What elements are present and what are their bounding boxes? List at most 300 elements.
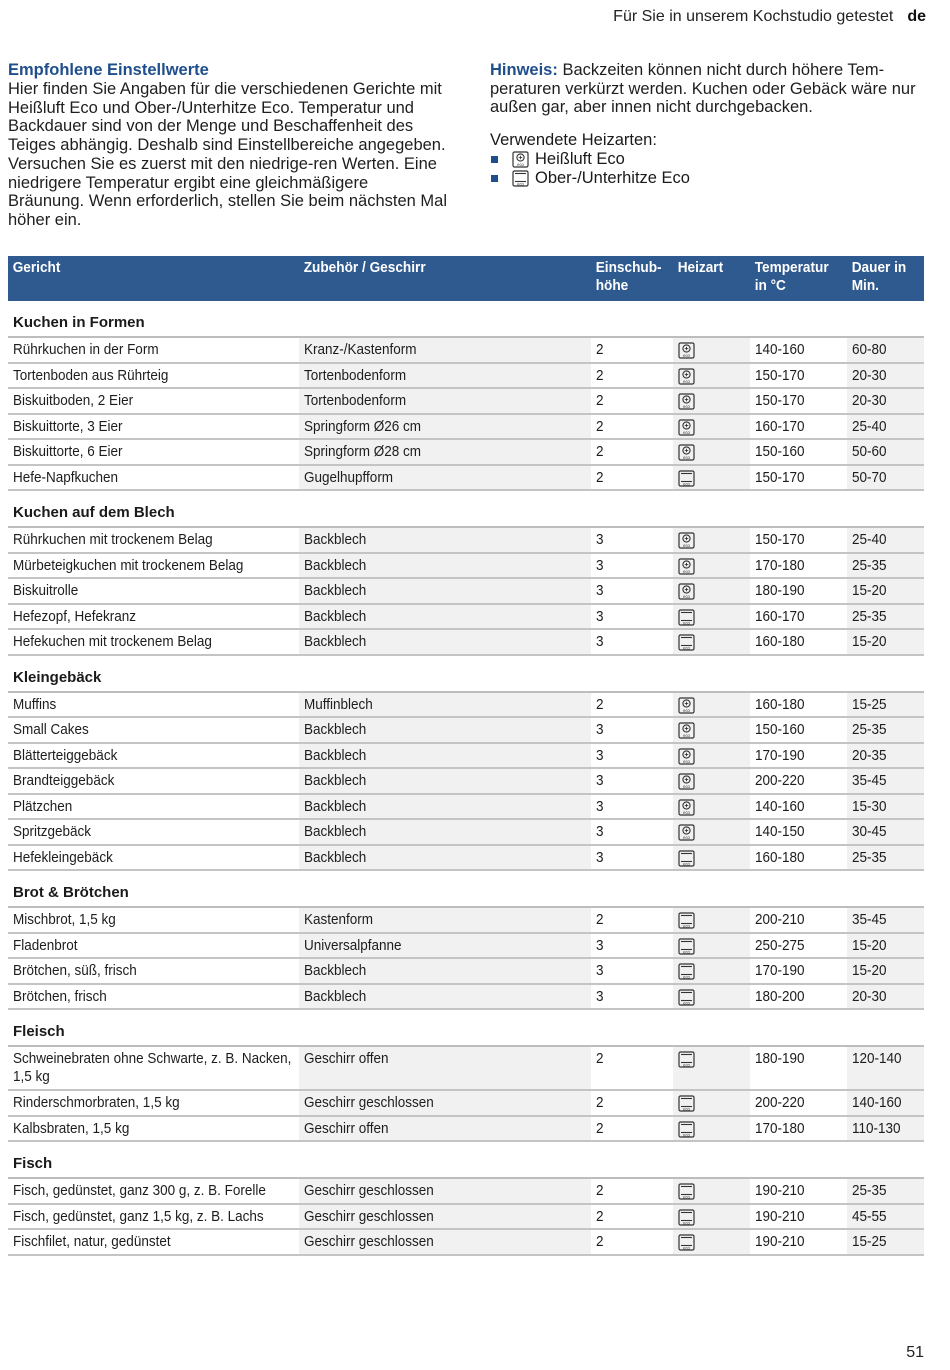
dish-cell (8, 528, 299, 552)
duration-cell-text: 35-45 (852, 911, 887, 928)
accessory-cell (299, 1047, 591, 1089)
level-cell (591, 795, 673, 819)
heating-cell (673, 440, 750, 464)
accessory-cell-text: Backblech (304, 848, 367, 866)
svg-text:eco: eco (683, 543, 690, 548)
group-title: Kuchen in Formen (8, 301, 924, 338)
duration-cell-text: 140-160 (852, 1094, 902, 1111)
table-row (8, 1205, 924, 1231)
svg-text:eco: eco (683, 594, 690, 599)
temperature-cell-text: 160-180 (755, 695, 805, 713)
duration-cell-text: 50-60 (852, 443, 887, 460)
temperature-cell-text: 160-180 (755, 633, 805, 650)
accessory-cell (299, 389, 591, 413)
temperature-cell-text: 170-180 (755, 556, 805, 574)
temperature-cell-text: 140-160 (755, 797, 805, 815)
level-cell-text: 2 (596, 468, 604, 486)
temperature-cell-text: 200-220 (755, 1094, 805, 1111)
accessory-cell-text: Backblech (304, 772, 367, 789)
top-bottom-heat-eco-icon (678, 609, 695, 626)
duration-cell (847, 466, 924, 490)
accessory-cell-text: Geschirr offen (304, 1119, 389, 1137)
level-cell (591, 1205, 673, 1229)
top-bottom-heat-eco-icon (678, 470, 695, 487)
duration-cell (847, 846, 924, 870)
accessory-cell (299, 415, 591, 439)
dish-cell-text: Biskuittorte, 6 Eier (13, 443, 123, 460)
svg-text:eco: eco (683, 404, 690, 409)
svg-text:eco: eco (683, 809, 690, 815)
dish-cell (8, 389, 299, 413)
hot-air-eco-icon (678, 393, 695, 410)
dish-cell-text: Brötchen, süß, frisch (13, 962, 137, 979)
level-cell-text: 2 (596, 695, 604, 713)
note-label: Hinweis: (490, 61, 558, 79)
table-row (8, 795, 924, 821)
dish-cell (8, 440, 299, 464)
level-cell-text: 3 (596, 582, 604, 599)
level-cell (591, 1230, 673, 1254)
heating-modes-list (490, 150, 930, 188)
heating-mode-label: Ober-/Unterhitze Eco (535, 169, 690, 188)
dish-cell-text: Muffins (13, 695, 57, 713)
level-cell (591, 718, 673, 742)
heating-cell (673, 466, 750, 490)
dish-cell-text: Fisch, gedünstet, ganz 300 g, z. B. Forelle (13, 1182, 266, 1199)
duration-cell (847, 1179, 924, 1203)
duration-cell (847, 934, 924, 958)
heating-cell (673, 554, 750, 578)
temperature-cell-text: 200-210 (755, 911, 805, 928)
heating-cell (673, 744, 750, 768)
heating-cell (673, 718, 750, 742)
dish-cell-text: Plätzchen (13, 797, 73, 815)
temperature-cell-text: 250-275 (755, 936, 805, 954)
svg-text:eco: eco (683, 480, 690, 486)
dish-cell-text: Fladenbrot (13, 936, 78, 954)
dish-cell-text: Biskuittorte, 3 Eier (13, 417, 123, 435)
top-bottom-heat-eco-icon (678, 963, 695, 980)
accessory-cell-text: Backblech (304, 556, 367, 574)
temperature-cell-text: 170-180 (755, 1119, 805, 1137)
temperature-cell-text: 150-170 (755, 392, 805, 409)
top-bottom-heat-eco-icon (678, 1051, 695, 1068)
dish-cell (8, 630, 299, 654)
temperature-cell (750, 1047, 847, 1089)
duration-cell-text: 20-30 (852, 366, 887, 384)
level-cell (591, 846, 673, 870)
duration-cell-text: 15-20 (852, 582, 887, 599)
svg-text:eco: eco (683, 645, 690, 651)
temperature-cell-text: 140-150 (755, 823, 805, 840)
svg-text:eco: eco (683, 784, 690, 789)
table-row (8, 744, 924, 770)
svg-text:eco: eco (517, 181, 524, 187)
dish-cell-text: Hefekuchen mit trockenem Belag (13, 633, 212, 650)
level-cell-text: 3 (596, 823, 604, 840)
level-cell (591, 605, 673, 629)
dish-cell (8, 846, 299, 870)
temperature-cell (750, 1091, 847, 1115)
table-row (8, 846, 924, 872)
level-cell (591, 389, 673, 413)
heating-cell (673, 415, 750, 439)
top-bottom-heat-eco-icon (678, 1183, 695, 1200)
duration-cell (847, 605, 924, 629)
top-bottom-heat-eco-icon (678, 1209, 695, 1226)
duration-cell (847, 338, 924, 362)
table-row (8, 528, 924, 554)
temperature-cell (750, 528, 847, 552)
temperature-cell (750, 934, 847, 958)
duration-cell (847, 579, 924, 603)
temperature-cell-text: 180-190 (755, 582, 805, 599)
hot-air-eco-icon (678, 583, 695, 600)
column-header-duration-line1: Dauer in (851, 260, 907, 276)
accessory-cell (299, 1179, 591, 1203)
duration-cell (847, 769, 924, 793)
temperature-cell (750, 554, 847, 578)
table-body (8, 301, 924, 1256)
temperature-cell (750, 466, 847, 490)
duration-cell (847, 959, 924, 983)
accessory-cell (299, 908, 591, 932)
heating-cell (673, 769, 750, 793)
heating-cell (673, 338, 750, 362)
table-row (8, 554, 924, 580)
svg-text:eco: eco (517, 162, 524, 168)
temperature-cell-text: 190-210 (755, 1182, 805, 1199)
level-cell (591, 466, 673, 490)
temperature-cell (750, 1230, 847, 1254)
table-row (8, 934, 924, 960)
hot-air-eco-icon (678, 558, 695, 575)
dish-cell-text: Hefe-Napfkuchen (13, 468, 119, 486)
top-bottom-heat-eco-icon (678, 912, 695, 929)
dish-cell (8, 605, 299, 629)
table-row (8, 1091, 924, 1117)
running-header (613, 8, 926, 26)
temperature-cell (750, 959, 847, 983)
heating-cell (673, 579, 750, 603)
top-bottom-heat-eco-icon (678, 938, 695, 955)
column-header-dish: Gericht (12, 260, 61, 276)
svg-text:eco: eco (683, 378, 690, 384)
duration-cell (847, 364, 924, 388)
page-number: 51 (906, 1344, 924, 1361)
heating-cell (673, 846, 750, 870)
temperature-cell (750, 1179, 847, 1203)
duration-cell-text: 25-35 (852, 721, 887, 738)
column-header-accessory: Zubehör / Geschirr (303, 260, 426, 276)
dish-cell-text: Mischbrot, 1,5 kg (13, 911, 116, 928)
table-row (8, 1117, 924, 1143)
duration-cell (847, 1230, 924, 1254)
duration-cell-text: 120-140 (852, 1050, 902, 1067)
table-row (8, 630, 924, 656)
dish-cell (8, 338, 299, 362)
duration-cell-text: 20-35 (852, 746, 887, 764)
temperature-cell-text: 160-180 (755, 848, 805, 866)
level-cell-text: 2 (596, 443, 604, 460)
dish-cell-text: Rinderschmorbraten, 1,5 kg (13, 1094, 180, 1111)
level-cell-text: 2 (596, 911, 604, 928)
heating-cell (673, 1179, 750, 1203)
accessory-cell (299, 1117, 591, 1141)
dish-cell-text: Spritzgebäck (13, 823, 92, 840)
svg-text:eco: eco (683, 1245, 690, 1251)
hot-air-eco-icon (678, 419, 695, 436)
level-cell-text: 3 (596, 607, 604, 625)
heating-cell (673, 605, 750, 629)
level-cell-text: 2 (596, 392, 604, 409)
duration-cell-text: 110-130 (852, 1119, 901, 1137)
duration-cell-text: 15-20 (852, 936, 887, 954)
temperature-cell (750, 415, 847, 439)
dish-cell (8, 959, 299, 983)
settings-table (8, 256, 924, 1256)
level-cell (591, 579, 673, 603)
dish-cell (8, 693, 299, 717)
dish-cell (8, 579, 299, 603)
svg-text:eco: eco (683, 1219, 690, 1225)
accessory-cell (299, 846, 591, 870)
temperature-cell (750, 389, 847, 413)
level-cell (591, 934, 673, 958)
accessory-cell (299, 579, 591, 603)
table-row (8, 440, 924, 466)
accessory-cell-text: Backblech (304, 823, 367, 840)
level-cell (591, 440, 673, 464)
dish-cell-text: Blätterteiggebäck (13, 746, 118, 764)
level-cell-text: 2 (596, 1207, 604, 1225)
temperature-cell (750, 908, 847, 932)
heating-cell (673, 528, 750, 552)
svg-text:eco: eco (683, 923, 690, 929)
table-row (8, 769, 924, 795)
duration-cell-text: 50-70 (852, 468, 887, 486)
group-title: Kuchen auf dem Blech (8, 491, 924, 528)
svg-text:eco: eco (683, 733, 690, 738)
table-row (8, 389, 924, 415)
level-cell-text: 2 (596, 1233, 604, 1250)
temperature-cell-text: 190-210 (755, 1233, 805, 1250)
bullet-icon (491, 175, 498, 182)
heating-cell (673, 959, 750, 983)
duration-cell (847, 1117, 924, 1141)
accessory-cell (299, 528, 591, 552)
level-cell-text: 3 (596, 987, 604, 1005)
temperature-cell (750, 744, 847, 768)
accessory-cell-text: Universalpfanne (304, 936, 402, 954)
accessory-cell-text: Kranz-/Kastenform (304, 341, 417, 358)
duration-cell-text: 25-40 (852, 531, 887, 548)
hot-air-eco-icon (512, 151, 529, 168)
duration-cell (847, 985, 924, 1009)
heating-cell (673, 1047, 750, 1089)
level-cell (591, 554, 673, 578)
heating-mode-label: Heißluft Eco (535, 150, 625, 169)
accessory-cell-text: Kastenform (304, 911, 374, 928)
duration-cell-text: 15-25 (852, 1233, 887, 1250)
intro-column (8, 61, 448, 230)
accessory-cell (299, 769, 591, 793)
dish-cell (8, 769, 299, 793)
running-title: Für Sie in unserem Kochstudio getestet (613, 8, 894, 25)
table-row (8, 1179, 924, 1205)
temperature-cell (750, 1117, 847, 1141)
duration-cell (847, 554, 924, 578)
note-text: Backzeiten können nicht durch höhere Tem-peraturen verkürzt werden. Kuchen oder Gebäck wäre nur außen gar, aber innen nicht durchgebacken. (490, 61, 916, 117)
heating-cell (673, 1091, 750, 1115)
dish-cell-text: Brandteiggebäck (13, 772, 115, 789)
dish-cell (8, 718, 299, 742)
accessory-cell (299, 1205, 591, 1229)
level-cell (591, 769, 673, 793)
group-title: Kleingebäck (8, 656, 924, 693)
top-bottom-heat-eco-icon (678, 634, 695, 651)
svg-text:eco: eco (683, 1106, 690, 1112)
column-header-temperature (750, 256, 841, 301)
accessory-cell-text: Springform Ø26 cm (304, 417, 422, 435)
column-header-level-line1: Einschub- (595, 260, 662, 276)
svg-text:eco: eco (683, 999, 690, 1005)
dish-cell-text: Mürbeteigkuchen mit trockenem Belag (13, 556, 244, 574)
hot-air-eco-icon (678, 444, 695, 461)
group-title: Fisch (8, 1142, 924, 1179)
level-cell (591, 820, 673, 844)
dish-cell-text: Schweinebraten ohne Schwarte, z. B. Nacken, 1,5 kg (13, 1050, 292, 1085)
temperature-cell-text: 150-160 (755, 443, 805, 460)
dish-cell (8, 466, 299, 490)
accessory-cell (299, 985, 591, 1009)
accessory-cell-text: Springform Ø28 cm (304, 443, 422, 460)
dish-cell (8, 820, 299, 844)
temperature-cell (750, 693, 847, 717)
dish-cell (8, 908, 299, 932)
svg-text:eco: eco (683, 429, 690, 435)
heating-cell (673, 389, 750, 413)
level-cell-text: 3 (596, 633, 604, 650)
top-bottom-heat-eco-icon (678, 850, 695, 867)
svg-text:eco: eco (683, 835, 690, 840)
top-bottom-heat-eco-icon (678, 1234, 695, 1251)
level-cell (591, 959, 673, 983)
accessory-cell-text: Geschirr geschlossen (304, 1233, 434, 1250)
heating-cell (673, 1230, 750, 1254)
dish-cell (8, 795, 299, 819)
table-row (8, 415, 924, 441)
duration-cell (847, 1047, 924, 1089)
column-header-temperature-line1: Temperatur (754, 260, 829, 276)
accessory-cell-text: Geschirr geschlossen (304, 1207, 434, 1225)
group-title: Brot & Brötchen (8, 871, 924, 908)
duration-cell-text: 20-30 (852, 392, 887, 409)
temperature-cell-text: 150-170 (755, 468, 805, 486)
accessory-cell (299, 605, 591, 629)
duration-cell (847, 744, 924, 768)
accessory-cell (299, 718, 591, 742)
level-cell (591, 985, 673, 1009)
heating-cell (673, 820, 750, 844)
duration-cell (847, 693, 924, 717)
duration-cell-text: 15-30 (852, 797, 887, 815)
svg-text:eco: eco (683, 1194, 690, 1200)
dish-cell (8, 364, 299, 388)
hot-air-eco-icon (678, 799, 695, 816)
dish-cell (8, 985, 299, 1009)
column-header-temperature-line2: in °C (754, 278, 786, 294)
temperature-cell-text: 190-210 (755, 1207, 805, 1225)
table-row (8, 908, 924, 934)
svg-text:eco: eco (683, 1062, 690, 1068)
temperature-cell-text: 200-220 (755, 772, 805, 789)
duration-cell-text: 25-35 (852, 556, 887, 574)
dish-cell-text: Biskuitboden, 2 Eier (13, 392, 134, 409)
note-paragraph (490, 61, 930, 117)
duration-cell (847, 718, 924, 742)
column-header-level-line2: höhe (595, 278, 629, 294)
heating-cell (673, 934, 750, 958)
hot-air-eco-icon (678, 748, 695, 765)
table-row (8, 466, 924, 492)
level-cell-text: 2 (596, 1119, 604, 1137)
table-row (8, 364, 924, 390)
accessory-cell (299, 820, 591, 844)
dish-cell (8, 1091, 299, 1115)
temperature-cell (750, 769, 847, 793)
level-cell-text: 2 (596, 1182, 604, 1199)
accessory-cell-text: Backblech (304, 633, 367, 650)
hot-air-eco-icon (678, 342, 695, 359)
duration-cell (847, 389, 924, 413)
temperature-cell (750, 846, 847, 870)
temperature-cell (750, 440, 847, 464)
svg-text:eco: eco (683, 353, 690, 358)
temperature-cell-text: 150-170 (755, 531, 805, 548)
temperature-cell-text: 170-190 (755, 746, 805, 764)
dish-cell-text: Rührkuchen in der Form (13, 341, 159, 358)
duration-cell (847, 440, 924, 464)
accessory-cell-text: Tortenbodenform (304, 392, 407, 409)
duration-cell-text: 35-45 (852, 772, 887, 789)
top-bottom-heat-eco-icon (678, 989, 695, 1006)
heating-cell (673, 795, 750, 819)
temperature-cell (750, 338, 847, 362)
heating-modes-title: Verwendete Heizarten: (490, 131, 657, 150)
accessory-cell-text: Backblech (304, 607, 367, 625)
level-cell-text: 2 (596, 1050, 604, 1067)
note-column (490, 61, 930, 188)
duration-cell (847, 1091, 924, 1115)
duration-cell-text: 15-20 (852, 962, 887, 979)
language-code: de (907, 8, 926, 25)
level-cell-text: 3 (596, 848, 604, 866)
level-cell-text: 2 (596, 341, 604, 358)
group-title: Fleisch (8, 1010, 924, 1047)
duration-cell-text: 30-45 (852, 823, 887, 840)
accessory-cell (299, 466, 591, 490)
dish-cell-text: Kalbsbraten, 1,5 kg (13, 1119, 130, 1137)
temperature-cell (750, 630, 847, 654)
temperature-cell-text: 180-190 (755, 1050, 805, 1067)
accessory-cell (299, 795, 591, 819)
level-cell-text: 2 (596, 417, 604, 435)
level-cell (591, 693, 673, 717)
heating-cell (673, 1117, 750, 1141)
duration-cell (847, 908, 924, 932)
level-cell (591, 744, 673, 768)
